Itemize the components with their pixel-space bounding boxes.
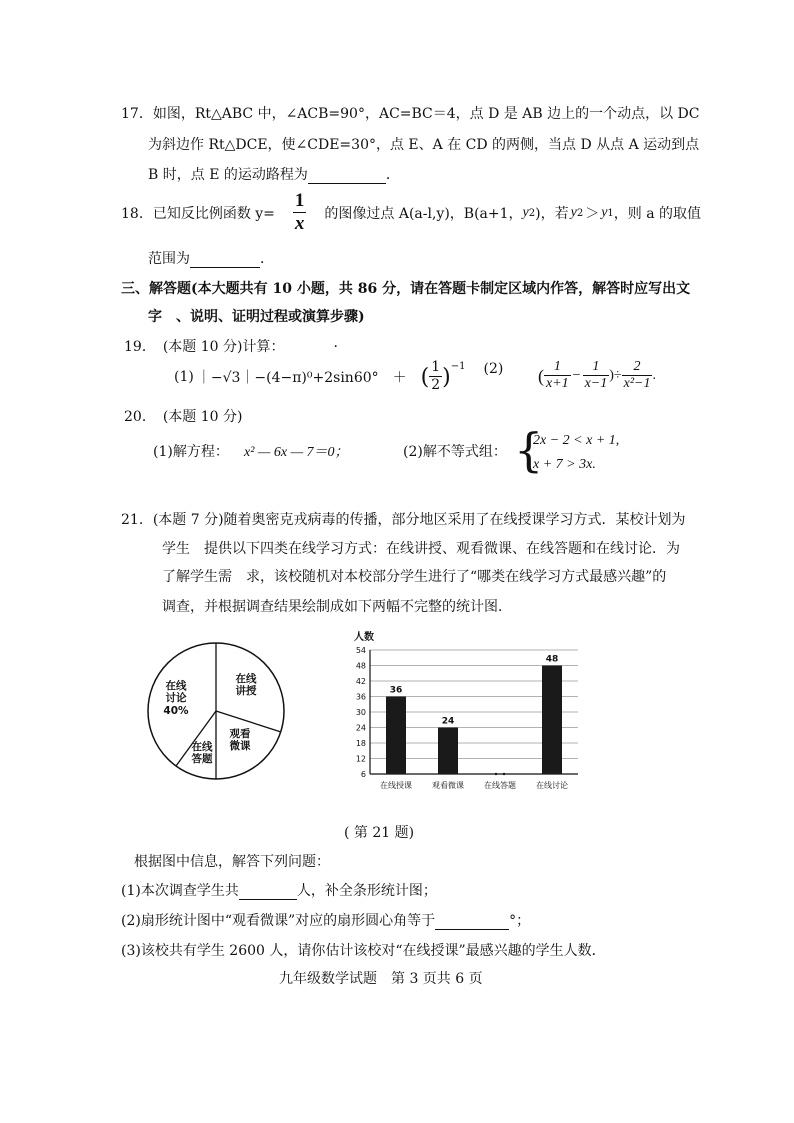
pie-label-lecture-1: 在线	[235, 673, 257, 685]
pie-label-quiz-2: 答题	[191, 753, 213, 765]
q19-p2-div: )÷	[609, 368, 622, 383]
q17-line3-text: B 时，点 E 的运动路程为	[148, 167, 308, 183]
section3-heading-line1: 三、解答题(本大题共有 10 小题，共 86 分，请在答题卡制定区域内作答，解答时应写出文	[121, 281, 691, 297]
q19-p2-frac1-den: x+1	[546, 375, 569, 391]
x-category-label: 在线答题	[484, 781, 516, 790]
q18-y1: y	[601, 205, 608, 220]
q21-line4: 调查，并根据调查结果绘制成如下两幅不完整的统计图．	[162, 599, 512, 615]
q20-p1-label: (1)解方程：	[153, 444, 229, 460]
page-footer: 九年级数学试题 第 3 页共 6 页	[279, 971, 483, 987]
q19-p2-frac1	[544, 359, 571, 392]
q18-y2: y	[522, 205, 529, 220]
q19-p1-exp: −1	[450, 361, 466, 372]
q18-line2-end: ．	[260, 251, 274, 267]
q18-gt: ＞	[585, 206, 600, 222]
q18-y2-b: y	[570, 205, 577, 220]
q21-line2: 学生 提供以下四类在线学习方式：在线讲授、观看微课、在线答题和在线讨论．为	[162, 541, 680, 557]
q20-p2-label: (2)解不等式组：	[403, 444, 507, 460]
q18-mid2: )，若	[535, 206, 569, 222]
q21-ask2	[121, 910, 530, 930]
pie-chart	[138, 637, 298, 787]
pie-label-discuss-2: 讨论	[165, 692, 187, 704]
q18-tail: ，则 a 的取值	[613, 206, 702, 222]
q19-p2-frac3-den: x²−1	[623, 375, 651, 391]
q18-line2-text: 范围为	[148, 251, 190, 267]
bar-chart	[340, 628, 584, 798]
q20-header: 20． (本题 10 分)	[124, 409, 243, 425]
q19-p2-frac1-num: 1	[544, 359, 571, 375]
q21-ask2-tail: °；	[509, 913, 531, 929]
missing-bar-dot	[503, 773, 505, 775]
q21-caption: ( 第 21 题)	[344, 825, 415, 841]
q20-p1-equation: x² — 6x — 7＝0；	[244, 445, 349, 460]
q18-frac-den: x	[294, 212, 305, 234]
q17-answer-blank[interactable]	[308, 167, 386, 184]
q19-p1-frac-den: 2	[431, 376, 441, 393]
bar	[542, 666, 562, 775]
pie-label-discuss-1: 在线	[165, 680, 187, 692]
q18-answer-blank[interactable]	[190, 251, 260, 268]
bar-value-label: 24	[441, 716, 455, 727]
q19-p2-frac2-den: x−1	[584, 375, 608, 391]
q21-ask1-text: (1)本次调查学生共	[121, 883, 239, 899]
q17-line2: 为斜边作 Rt△DCE，使∠CDE=30°，点 E、A 在 CD 的两侧，当点 D 从点 A 运动到点	[148, 137, 700, 153]
q19-p2-frac2-num: 1	[583, 359, 610, 375]
y-tick-label: 48	[355, 661, 366, 671]
q21-line1: 21．(本题 7 分)随着奥密克戎病毒的传播，部分地区采用了在线授课学习方式．某校计划为	[121, 512, 686, 528]
section3-heading-line2: 字 、说明、证明过程或演算步骤)	[148, 309, 365, 325]
q20-inequality-2: x + 7 > 3x.	[533, 457, 596, 472]
q19-header: 19． (本题 10 分)计算： ·	[124, 339, 338, 355]
q19-p2-frac3	[622, 359, 653, 392]
q18-sub2: 2	[528, 207, 536, 219]
pie-label-discuss-pct: 40%	[163, 705, 189, 717]
y-tick-label: 42	[355, 677, 366, 686]
pie-label-micro-2: 微课	[229, 740, 251, 752]
q21-ask2-blank[interactable]	[435, 913, 509, 930]
q17-line3	[148, 164, 400, 184]
q19-part1	[174, 355, 503, 399]
x-category-label: 观看微课	[432, 781, 464, 790]
q19-part2	[538, 352, 656, 400]
q17-line3-end: ．	[385, 167, 400, 183]
q18-frac-num: 1	[294, 189, 305, 211]
x-category-label: 在线讨论	[536, 781, 568, 790]
missing-bar-dot	[495, 773, 497, 775]
q18-line2	[148, 248, 274, 268]
q21-intro: 根据图中信息，解答下列问题：	[134, 854, 330, 870]
q18-line1	[121, 190, 701, 236]
bar-chart-ylabel: 人数	[354, 632, 374, 643]
q19-p1-frac-num: 1	[431, 359, 441, 376]
y-tick-label: 18	[355, 739, 366, 748]
y-tick-label: 54	[355, 646, 366, 655]
q19-p2-frac2	[583, 359, 610, 392]
bar	[386, 697, 406, 775]
q19-p1-label: (1)	[174, 369, 194, 385]
q19-p1-expr: ｜−√3｜−(4−π)⁰+2sin60° ＋	[196, 370, 421, 386]
q20-brace: {	[514, 423, 544, 477]
q18-fraction	[293, 191, 307, 236]
q18-sub1: 1	[607, 207, 614, 219]
q21-ask1	[121, 880, 437, 900]
q21-ask1-tail: 人，补全条形统计图；	[296, 883, 437, 899]
bar-value-label: 48	[545, 654, 559, 665]
bar-value-label: 36	[389, 685, 403, 696]
q20-inequality-1: 2x − 2 < x + 1,	[533, 433, 620, 448]
q18-mid: 的图像过点 A(a-l,y)，B(a+1，	[324, 206, 523, 222]
pie-label-micro-1: 观看	[229, 728, 251, 740]
q19-p1-lparen: (	[420, 364, 430, 390]
q19-p2-end: .	[652, 368, 656, 383]
q21-ask3: (3)该校共有学生 2600 人，请你估计该校对“在线授课”最感兴趣的学生人数．	[121, 943, 606, 959]
y-tick-label: 24	[355, 723, 366, 733]
q18-prefix: 18．已知反比例函数 y=	[121, 206, 275, 222]
q19-p1-fraction	[429, 360, 442, 393]
y-tick-label: 30	[355, 708, 366, 717]
pie-label-lecture-2: 讲授	[235, 685, 257, 697]
q21-ask1-blank[interactable]	[239, 883, 297, 900]
q17-line1: 17．如图，Rt△ABC 中，∠ACB=90°，AC=BC＝4，点 D 是 AB 边上的一个动点，以 DC	[121, 106, 700, 122]
q21-ask2-text: (2)扇形统计图中“观看微课”对应的扇形圆心角等于	[121, 913, 436, 929]
x-category-label: 在线授课	[380, 781, 412, 790]
q18-sub2-b: 2	[576, 207, 584, 219]
y-tick-label: 12	[355, 754, 366, 764]
y-tick-label: 36	[355, 692, 366, 702]
q19-p1-rparen: )	[442, 364, 451, 390]
pie-label-quiz-1: 在线	[191, 741, 213, 753]
q19-p2-minus: −	[572, 368, 581, 383]
y-tick-label: 6	[360, 770, 366, 779]
q19-p2-label: (2)	[483, 361, 504, 377]
q19-p2-lparen: (	[538, 365, 544, 386]
q21-line3: 了解学生需 求，该校随机对本校部分学生进行了“哪类在线学习方式最感兴趣”的	[162, 569, 667, 585]
q19-p2-frac3-num: 2	[622, 359, 653, 375]
bar	[438, 728, 458, 775]
